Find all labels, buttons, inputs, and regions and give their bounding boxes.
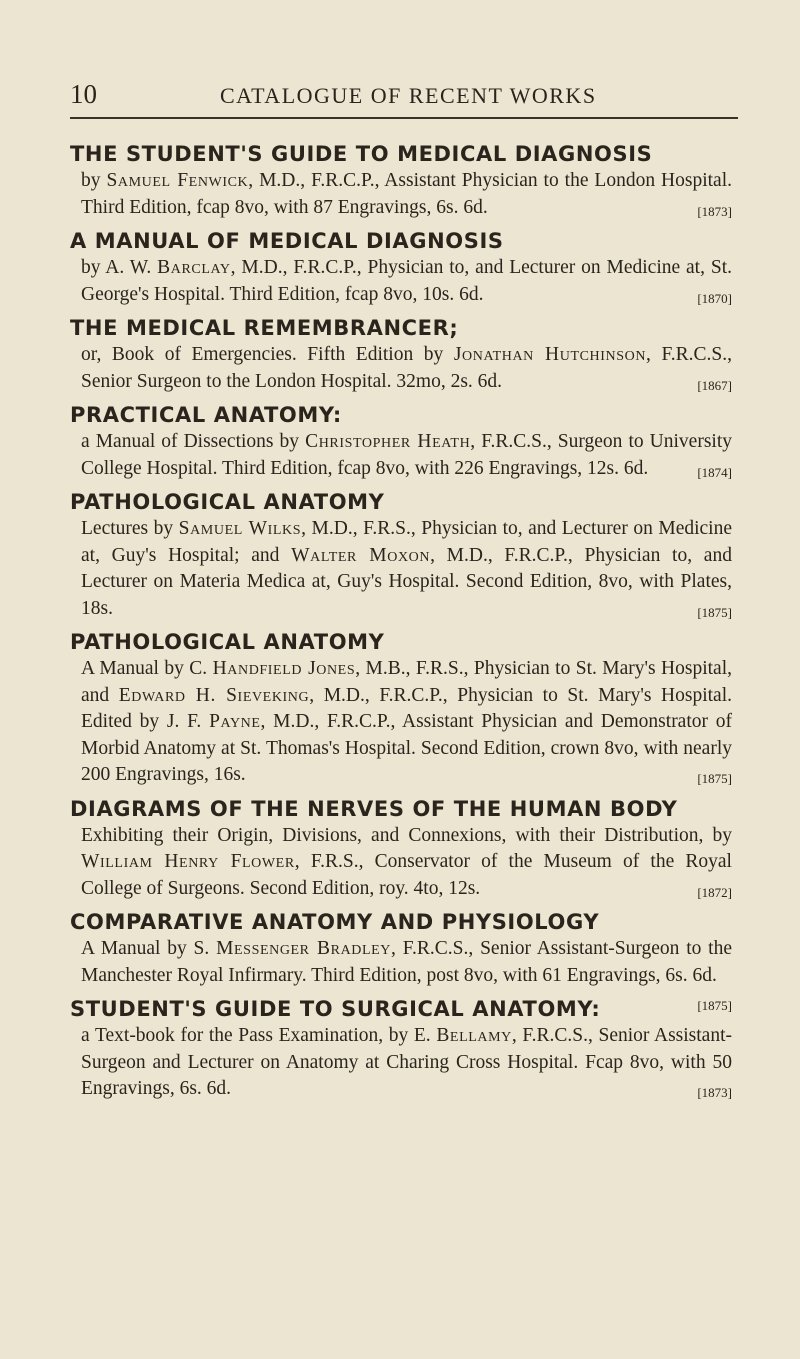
catalogue-entry — [70, 314, 732, 395]
catalogue-entry — [70, 795, 732, 903]
entry-year: [1867] — [697, 377, 732, 393]
author-name: Handfield Jones — [212, 658, 356, 679]
entry-title: THE STUDENT'S GUIDE TO MEDICAL DIAGNOSIS — [70, 142, 653, 166]
entry-description: A Manual by S. Messenger Bradley, F.R.C.S., Senior Assistant-Surgeon to the Manchester Royal Infirmary. Third Edition, post 8vo, with 61 Engravings, 6s. 6d. [1875] — [70, 936, 732, 989]
catalogue-entry — [70, 488, 732, 622]
entry-title: PRACTICAL ANATOMY: — [70, 403, 342, 427]
entry-description: a Manual of Dissections by Christopher Heath, F.R.C.S., Surgeon to University College Hospital. Third Edition, fcap 8vo, with 226 Engravings, 12s. 6d. [1874] — [70, 429, 732, 482]
entry-description: or, Book of Emergencies. Fifth Edition by Jonathan Hutchinson, F.R.C.S., Senior Surgeon to the London Hospital. 32mo, 2s. 6d. [1867] — [70, 342, 732, 395]
entry-year: [1873] — [697, 203, 732, 219]
entry-description: by A. W. Barclay, M.D., F.R.C.P., Physician to, and Lecturer on Medicine at, St. George's Hospital. Third Edition, fcap 8vo, 10s. 6d. [1870] — [70, 255, 732, 308]
catalogue-entries — [70, 140, 732, 1109]
entry-year: [1870] — [697, 290, 732, 306]
entry-year: [1875] — [697, 604, 732, 620]
author-name: Bellamy — [436, 1025, 512, 1046]
entry-year: [1873] — [697, 1085, 732, 1100]
author-name: Samuel Wilks — [178, 518, 302, 539]
catalogue-entry — [70, 140, 732, 221]
catalogue-entry — [70, 401, 732, 482]
author-name: Edward H. Sieveking — [118, 684, 310, 706]
page-header — [70, 75, 740, 115]
entry-description: a Text-book for the Pass Examination, by E. Bellamy, F.R.C.S., Senior Assistant-Surgeon and Lecturer on Anatomy at Charing Cross Hospital. Fcap 8vo, with 50 Engravings, 6s. 6d. [1873] — [70, 1023, 732, 1103]
catalogue-entry — [70, 227, 732, 308]
author-name: William Henry Flower — [81, 851, 295, 872]
entry-description: Exhibiting their Origin, Divisions, and Connexions, with their Distribution, by William Henry Flower, F.R.S., Conservator of the Museum of the Royal College of Surgeons. Second Edition, roy. 4to, 12s. [1872] — [70, 823, 732, 903]
author-name: Christopher Heath — [305, 431, 471, 452]
entry-title: A MANUAL OF MEDICAL DIAGNOSIS — [70, 229, 504, 253]
page-number: 10 — [70, 79, 97, 109]
author-name: Samuel Fenwick — [106, 170, 249, 191]
author-name: Barclay — [157, 257, 231, 278]
entry-description: A Manual by C. Handfield Jones, M.B., F.R.S., Physician to St. Mary's Hospital, and Edward H. Sieveking, M.D., F.R.C.P., Physician to St. Mary's Hospital. Edited by J. F. Payne, M.D., F.R.C.P., Assistant Physician and Demonstrator of Morbid Anatomy at St. Thomas's Hospital. Second Edition, crown 8vo, with nearly 200 Engravings, 16s. [1875] — [70, 656, 732, 789]
author-name: Messenger Bradley — [216, 938, 392, 959]
entry-description: Lectures by Samuel Wilks, M.D., F.R.S., Physician to, and Lecturer on Medicine at, Guy's Hospital; and Walter Moxon, M.D., F.R.C.P., Physician to, and Lecturer on Materia Medica at, Guy's Hospital. Second Edition, 8vo, with Plates, 18s. [1875] — [70, 516, 732, 622]
catalogue-entry — [70, 995, 732, 1103]
entry-year: [1874] — [697, 464, 732, 480]
entry-year: [1875] — [697, 771, 732, 786]
author-name: Payne — [209, 711, 261, 732]
entry-description: by Samuel Fenwick, M.D., F.R.C.P., Assistant Physician to the London Hospital. Third Edition, fcap 8vo, with 87 Engravings, 6s. 6d. [1873] — [70, 168, 732, 221]
entry-title: DIAGRAMS OF THE NERVES OF THE HUMAN BODY — [70, 796, 678, 821]
header-rule — [70, 117, 738, 119]
entry-title: PATHOLOGICAL ANATOMY — [70, 490, 385, 514]
author-name: Jonathan Hutchinson — [453, 344, 647, 365]
entry-title: PATHOLOGICAL ANATOMY — [70, 630, 385, 654]
entry-title: STUDENT'S GUIDE TO SURGICAL ANATOMY: — [70, 997, 601, 1021]
entry-year: [1872] — [697, 884, 732, 900]
running-title: CATALOGUE OF RECENT WORKS — [220, 83, 597, 108]
entry-title: COMPARATIVE ANATOMY AND PHYSIOLOGY — [70, 910, 600, 934]
author-name: Walter Moxon — [291, 544, 431, 566]
catalogue-entry — [70, 628, 732, 789]
entry-year: [1875] — [697, 998, 732, 1013]
entry-title: THE MEDICAL REMEMBRANCER; — [70, 316, 459, 340]
